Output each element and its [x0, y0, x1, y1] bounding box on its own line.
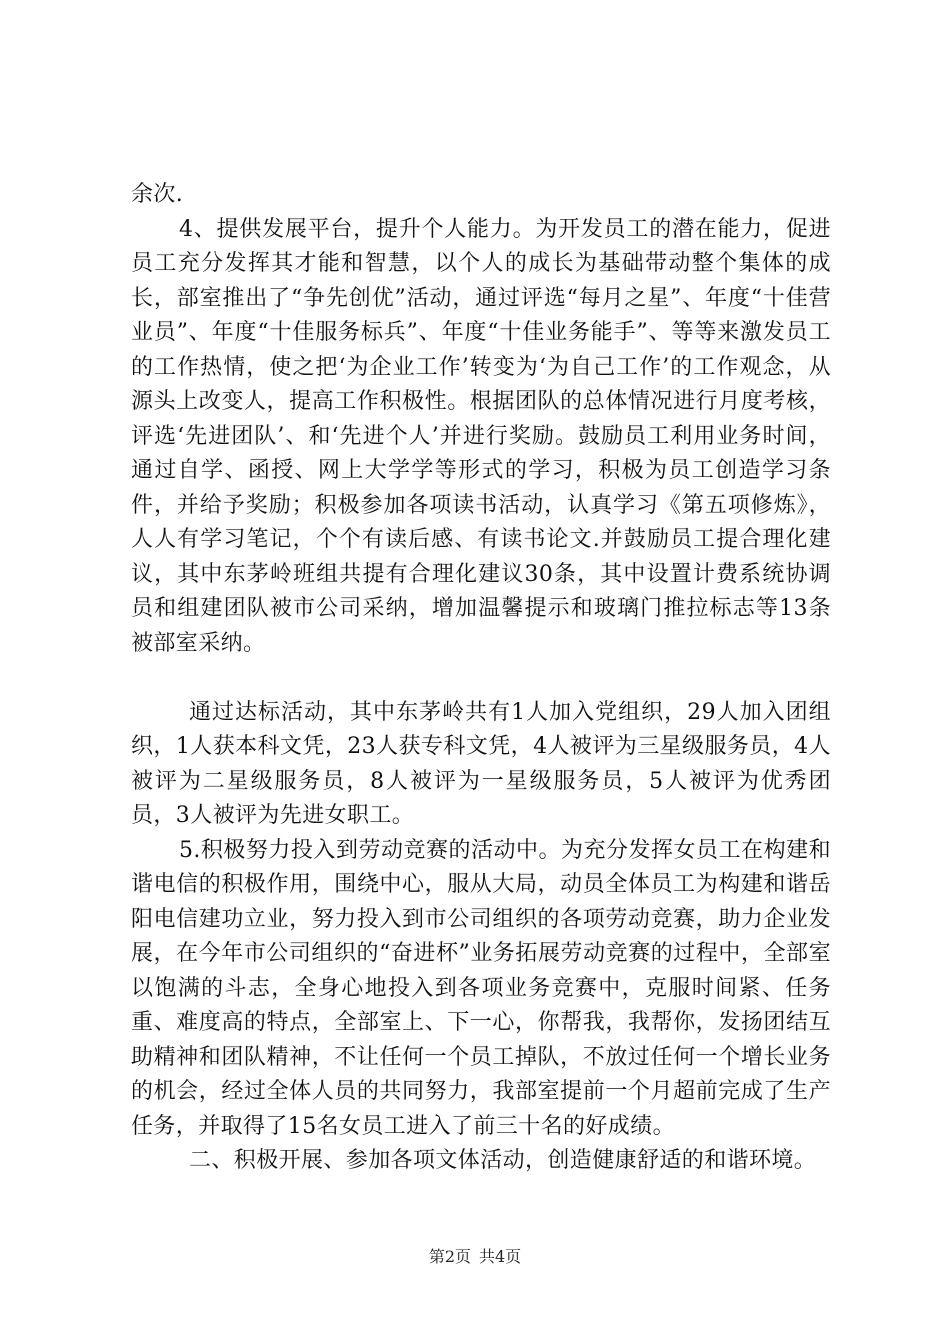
paragraph-item-5: 5.积极努力投入到劳动竞赛的活动中。为充分发挥女员工在构建和谐电信的积极作用，围绕中心，服从大局，动员全体员工为构建和谐岳阳电信建功立业，努力投入到市公司组织的各项劳动竞赛，助力企业发展，在今年市公司组织的“奋进杯”业务拓展劳动竞赛的过程中，全部室以饱满的斗志，全身心地投入到各项业务竞赛中，克服时间紧、任务重、难度高的特点，全部室上、下一心，你帮我，我帮你，发扬团结互助精神和团队精神，不让任何一个员工掉队，不放过任何一个增长业务的机会，经过全体人员的共同努力，我部室提前一个月超前完成了生产任务，并取得了15名女员工进入了前三十名的好成绩。 — [131, 837, 831, 1139]
page-number: 第2页 — [428, 1247, 471, 1266]
document-body — [131, 178, 831, 1179]
paragraph-continuation: 余次. — [131, 182, 184, 207]
page-footer — [0, 1244, 950, 1267]
section-heading-2: 二、积极开展、参加各项文体活动，创造健康舒适的和谐环境。 — [189, 1148, 817, 1173]
page-total: 共4页 — [479, 1247, 522, 1266]
paragraph-achievements: 通过达标活动，其中东茅岭共有1人加入党组织，29人加入团组织，1人获本科文凭，23人获专科文凭，4人被评为三星级服务员，4人被评为二星级服务员，8人被评为一星级服务员，5人被评为优秀团员，3人被评为先进女职工。 — [131, 699, 831, 828]
paragraph-item-4: 4、提供发展平台，提升个人能力。为开发员工的潜在能力，促进员工充分发挥其才能和智慧，以个人的成长为基础带动整个集体的成长，部室推出了“争先创优”活动，通过评选“每月之星”、年度“十佳营业员”、年度“十佳服务标兵”、年度“十佳业务能手”、等等来激发员工的工作热情，使之把‘为企业工作’转变为‘为自己工作’的工作观念，从源头上改变人，提高工作积极性。根据团队的总体情况进行月度考核，评选‘先进团队’、和‘先进个人’并进行奖励。鼓励员工利用业务时间，通过自学、函授、网上大学学等形式的学习，积极为员工创造学习条件，并给予奖励；积极参加各项读书活动，认真学习《第五项修炼》，人人有学习笔记，个个有读后感、有读书论文.并鼓励员工提合理化建议，其中东茅岭班组共提有合理化建议30条，其中设置计费系统协调员和组建团队被市公司采纳，增加温馨提示和玻璃门推拉标志等13条被部室采纳。 — [131, 216, 831, 656]
paragraph-gap — [131, 661, 831, 696]
